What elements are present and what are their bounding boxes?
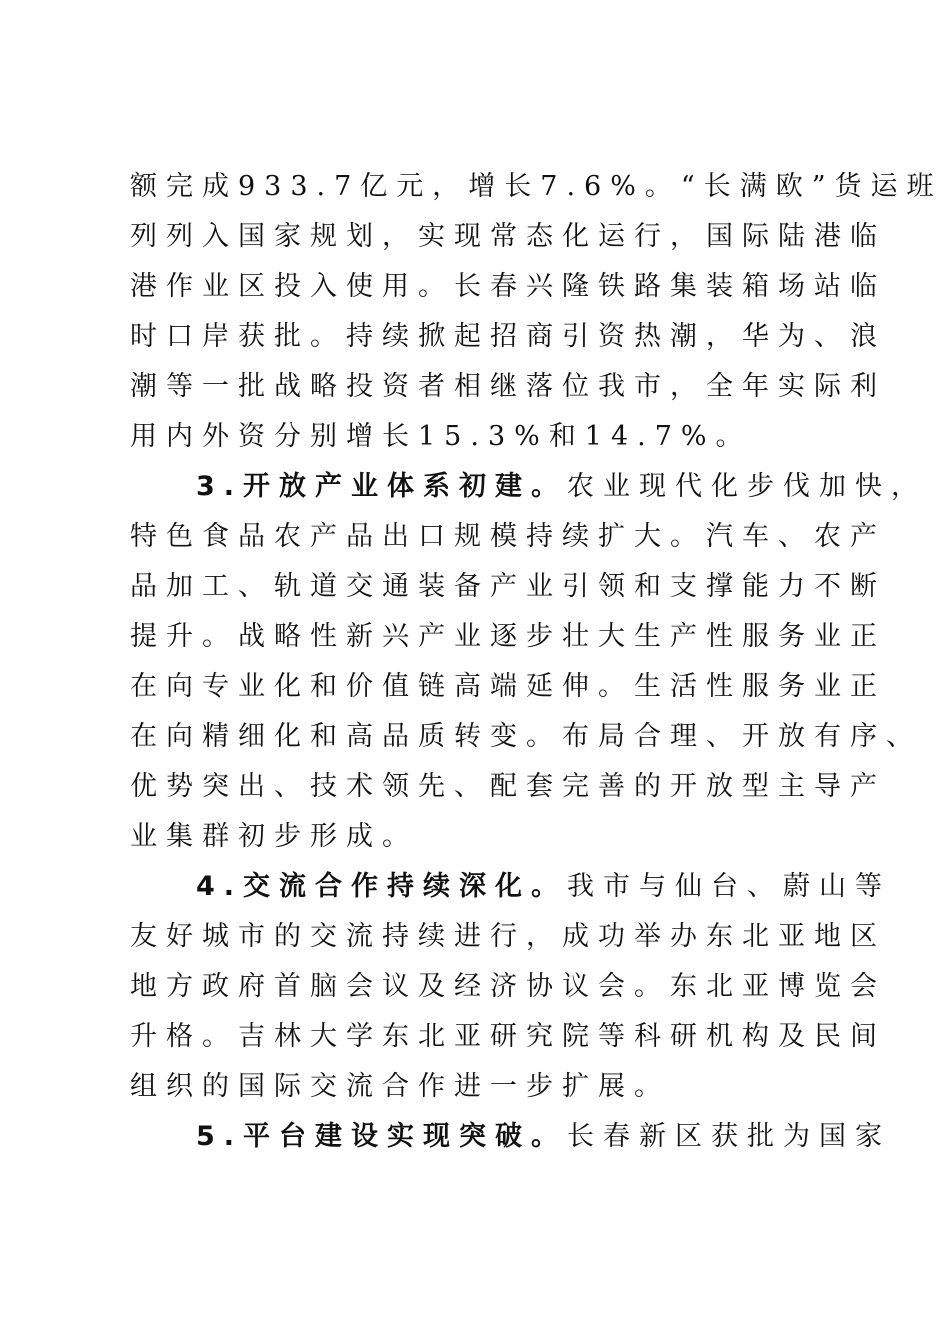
text-line: 在向精细化和高品质转变。布局合理、开放有序、 (130, 721, 922, 752)
text-line: 组织的国际交流合作进一步扩展。 (130, 1071, 670, 1102)
text-line: 潮等一批战略投资者相继落位我市，全年实际利 (130, 371, 886, 402)
text-line: 列列入国家规划，实现常态化运行，国际陆港临 (130, 221, 886, 252)
text-run: 长春新区获批为国家 (567, 1121, 892, 1152)
text-line: 友好城市的交流持续进行，成功举办东北亚地区 (130, 921, 886, 952)
text-line: 用内外资分别增长15.3%和14.7%。 (130, 421, 752, 452)
text-line: 时口岸获批。持续掀起招商引资热潮，华为、浪 (130, 321, 886, 352)
text-line: 在向专业化和价值链高端延伸。生活性服务业正 (130, 671, 886, 702)
text-line: 提升。战略性新兴产业逐步壮大生产性服务业正 (130, 621, 886, 652)
text-line: 优势突出、技术领先、配套完善的开放型主导产 (130, 771, 886, 802)
section-heading: 5.平台建设实现突破。 (196, 1121, 568, 1152)
section-heading: 3.开放产业体系初建。 (196, 471, 568, 502)
text-line: 额完成933.7亿元，增长7.6%。“长满欧”货运班 (130, 171, 943, 202)
paragraph-first-line (196, 462, 928, 512)
text-line: 升格。吉林大学东北亚研究院等科研机构及民间 (130, 1021, 886, 1052)
paragraph-first-line (196, 862, 892, 912)
section-heading: 4.交流合作持续深化。 (196, 871, 568, 902)
text-line: 港作业区投入使用。长春兴隆铁路集装箱场站临 (130, 271, 886, 302)
text-run: 我市与仙台、蔚山等 (567, 871, 892, 902)
text-line: 特色食品农产品出口规模持续扩大。汽车、农产 (130, 521, 886, 552)
text-line: 品加工、轨道交通装备产业引领和支撑能力不断 (130, 571, 886, 602)
text-line: 业集群初步形成。 (130, 821, 418, 852)
text-run: 农业现代化步伐加快， (567, 471, 928, 502)
text-line: 地方政府首脑会议及经济协议会。东北亚博览会 (130, 971, 886, 1002)
paragraph-first-line (196, 1112, 892, 1162)
